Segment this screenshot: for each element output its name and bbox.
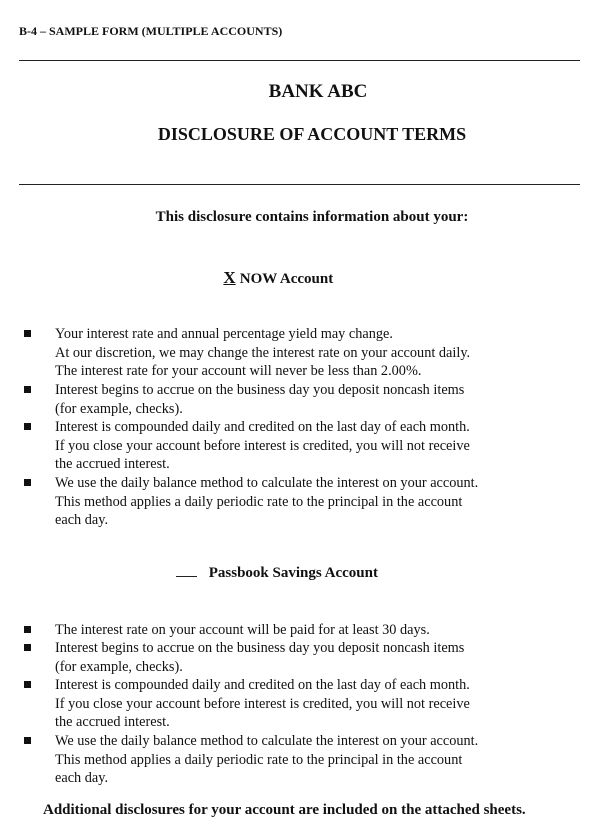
list-item	[24, 418, 584, 474]
passbook-account-label: Passbook Savings Account	[208, 565, 378, 581]
now-account-terms	[24, 325, 584, 530]
form-header: B-4 – SAMPLE FORM (MULTIPLE ACCOUNTS)	[19, 24, 283, 38]
term-line: The interest rate on your account will be paid for at least 30 days.	[55, 622, 430, 638]
bullet-icon	[24, 386, 31, 393]
passbook-account-heading	[176, 564, 378, 582]
term-line: (for example, checks).	[55, 658, 183, 675]
bank-name: BANK ABC	[268, 81, 368, 102]
term-line: This method applies a daily periodic rate to the principal in the account	[55, 751, 463, 768]
term-line: the accrued interest.	[55, 714, 170, 731]
title-divider	[19, 184, 580, 185]
list-item	[24, 621, 584, 639]
now-account-label: NOW Account	[239, 271, 334, 287]
bullet-icon	[24, 479, 31, 486]
bullet-icon	[24, 681, 31, 688]
passbook-account-checkbox	[176, 564, 197, 577]
bullet-icon	[24, 737, 31, 744]
now-account-heading	[223, 268, 333, 288]
term-line: Your interest rate and annual percentage yield may change.	[55, 326, 393, 342]
term-line: (for example, checks).	[55, 400, 183, 417]
term-line: Interest is compounded daily and credited on the last day of each month.	[55, 677, 470, 693]
bullet-icon	[24, 330, 31, 337]
now-account-checkmark: X	[223, 268, 236, 287]
term-line: If you close your account before interest is credited, you will not receive	[55, 437, 470, 454]
list-item	[24, 325, 584, 381]
passbook-account-terms	[24, 621, 584, 788]
term-line: If you close your account before interest is credited, you will not receive	[55, 695, 470, 712]
intro-text: This disclosure contains information about your:	[155, 209, 469, 225]
bullet-icon	[24, 423, 31, 430]
term-line: The interest rate for your account will never be less than 2.00%.	[55, 363, 422, 380]
term-line: At our discretion, we may change the interest rate on your account daily.	[55, 344, 471, 361]
term-line: Interest begins to accrue on the business day you deposit noncash items	[55, 640, 465, 656]
list-item	[24, 474, 584, 530]
term-line: This method applies a daily periodic rate to the principal in the account	[55, 493, 463, 510]
term-line: We use the daily balance method to calculate the interest on your account.	[55, 475, 479, 491]
term-line: We use the daily balance method to calculate the interest on your account.	[55, 733, 479, 749]
footer-note: Additional disclosures for your account are included on the attached sheets.	[43, 802, 526, 818]
list-item	[24, 639, 584, 676]
bullet-icon	[24, 626, 31, 633]
term-line: each day.	[55, 512, 109, 529]
term-line: Interest begins to accrue on the business day you deposit noncash items	[55, 382, 465, 398]
term-line: each day.	[55, 770, 109, 787]
term-line: the accrued interest.	[55, 456, 170, 473]
list-item	[24, 381, 584, 418]
page-title: DISCLOSURE OF ACCOUNT TERMS	[157, 124, 467, 144]
top-divider	[19, 60, 580, 61]
term-line: Interest is compounded daily and credited on the last day of each month.	[55, 419, 470, 435]
list-item	[24, 676, 584, 732]
bullet-icon	[24, 644, 31, 651]
list-item	[24, 732, 584, 788]
